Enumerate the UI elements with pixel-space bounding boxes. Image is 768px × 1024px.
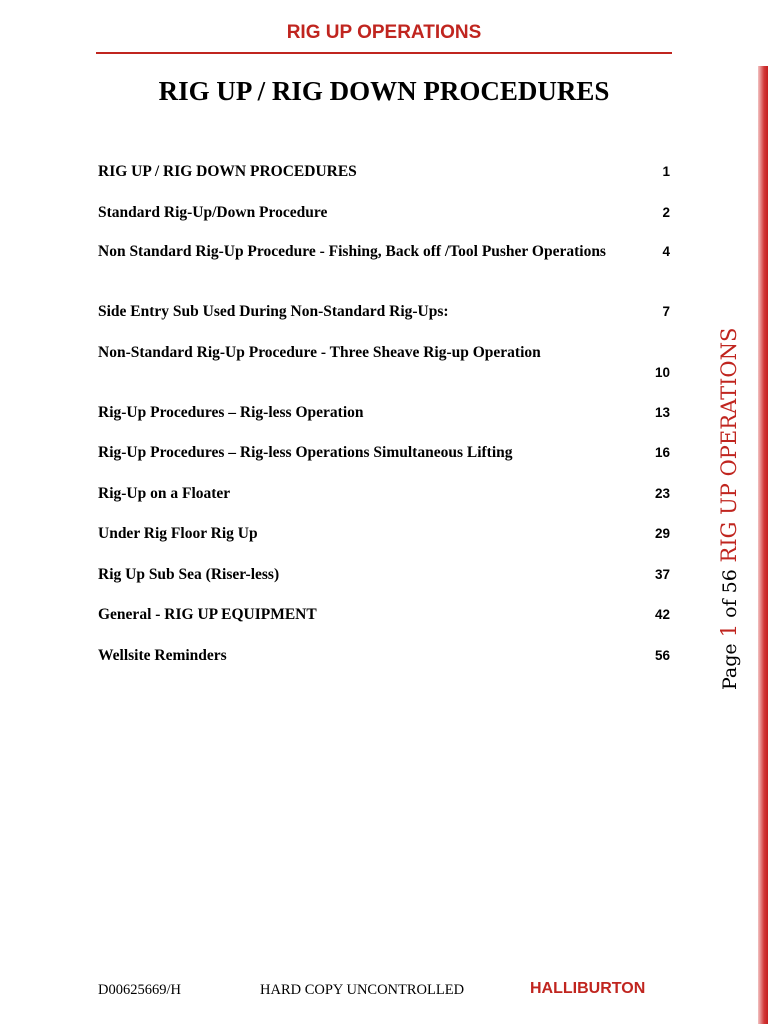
toc-entry-label: Non-Standard Rig-Up Procedure - Three Sheave Rig-up Operation [98, 344, 541, 361]
toc-entry-label: Under Rig Floor Rig Up [98, 525, 258, 542]
toc-entry[interactable] [98, 162, 670, 182]
toc-entry-label: General - RIG UP EQUIPMENT [98, 606, 317, 623]
toc-entry[interactable] [98, 646, 670, 666]
section-label: RIG UP OPERATIONS [717, 327, 741, 570]
toc-entry-label: RIG UP / RIG DOWN PROCEDURES [98, 163, 357, 180]
toc-entry-page: 16 [654, 445, 670, 460]
toc-entry-label: Wellsite Reminders [98, 647, 227, 664]
brand-logo: HALLIBURTON [530, 980, 646, 997]
of-word: of [719, 593, 741, 624]
toc-entry-label: Rig Up Sub Sea (Riser-less) [98, 566, 280, 583]
toc-entry-page: 2 [662, 205, 670, 220]
toc-entry[interactable] [98, 343, 670, 383]
header-title: RIG UP OPERATIONS [286, 22, 482, 43]
copy-notice: HARD COPY UNCONTROLLED [260, 982, 465, 998]
toc-entry-page: 29 [654, 526, 670, 541]
toc-entry[interactable] [98, 605, 670, 625]
toc-entry-label: Rig-Up on a Floater [98, 485, 231, 502]
header-divider [96, 52, 672, 54]
toc-entry[interactable] [98, 524, 670, 544]
page-word: Page [719, 637, 741, 690]
toc-entry-page: 7 [662, 304, 670, 319]
toc-entry[interactable] [98, 302, 670, 322]
toc-entry[interactable] [98, 484, 670, 504]
document-title: RIG UP / RIG DOWN PROCEDURES [158, 76, 610, 106]
toc-entry-page: 1 [662, 164, 670, 179]
side-accent-bar [758, 66, 768, 1024]
toc-entry[interactable] [98, 565, 670, 585]
toc-entry-page: 23 [654, 486, 670, 501]
toc-entry-page: 13 [654, 405, 670, 420]
toc-entry-label: Non Standard Rig-Up Procedure - Fishing, Back off /Tool Pusher Operations [98, 243, 606, 260]
toc-entry-page: 10 [654, 365, 670, 380]
toc-entry-page: 37 [654, 567, 670, 582]
toc-entry-label: Rig-Up Procedures – Rig-less Operation [98, 404, 364, 421]
page-footer [0, 980, 768, 1004]
toc-entry-page: 56 [654, 648, 670, 663]
toc-entry[interactable] [98, 203, 670, 223]
toc-entry[interactable] [98, 403, 670, 423]
toc-entry-page: 42 [654, 607, 670, 622]
toc-entry-label: Rig-Up Procedures – Rig-less Operations Simultaneous Lifting [98, 444, 513, 461]
page-indicator [714, 328, 745, 690]
toc-entry-page: 4 [662, 244, 670, 259]
toc-entry[interactable] [98, 242, 670, 262]
toc-entry-label: Standard Rig-Up/Down Procedure [98, 204, 328, 221]
page-number: 1 [717, 623, 741, 638]
toc-entry-label: Side Entry Sub Used During Non-Standard Rig-Ups: [98, 303, 449, 320]
toc-entry[interactable] [98, 443, 670, 463]
total-pages: 56 [719, 569, 741, 594]
document-code: D00625669/H [98, 982, 181, 998]
